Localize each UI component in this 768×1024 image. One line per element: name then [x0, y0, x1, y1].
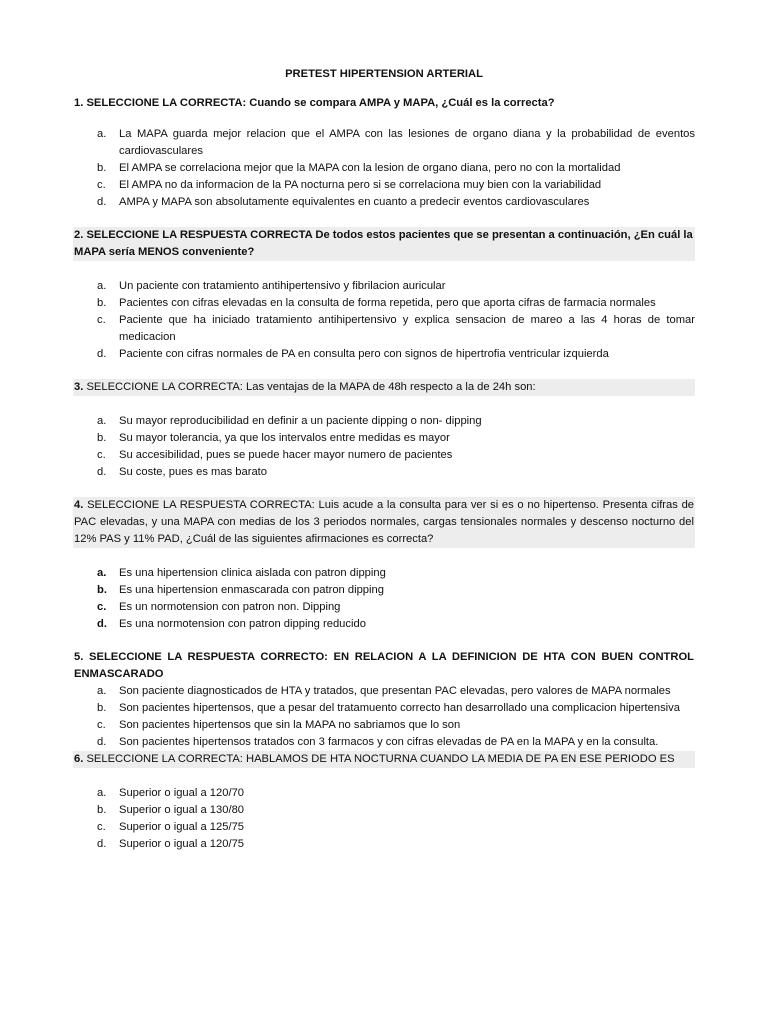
option-text: Su coste, pues es mas barato: [119, 466, 268, 478]
option-text: Superior o igual a 130/80: [119, 804, 245, 816]
option-text: Superior o igual a 120/70: [119, 787, 245, 799]
question-text: SELECCIONE LA RESPUESTA CORRECTA: Luis acude a la consulta para ver si es o no hipertenso. Presenta cifras de PAC elevadas, y una MAPA con medias de los 3 periodos normales, cargas tensionales normales y descenso nocturno del 12% PAS y 11% PAD, ¿Cuál de las siguientes afirmaciones es correcta?: [74, 499, 695, 545]
option-text: Su mayor reproducibilidad en definir a un paciente dipping o non- dipping: [119, 415, 482, 427]
question-number: 3.: [74, 381, 84, 393]
question-text: SELECCIONE LA RESPUESTA CORRECTA De todos estos pacientes que se presentan a continuación, ¿En cuál la MAPA sería MENOS conveniente?: [74, 229, 693, 258]
option-text: Paciente con cifras normales de PA en consulta pero con signos de hipertrofia ventricular izquierda: [119, 348, 609, 360]
page-title: PRETEST HIPERTENSION ARTERIAL: [285, 68, 483, 80]
question-2-heading: [73, 227, 695, 261]
option-item: [73, 160, 695, 177]
option-marker: a.: [97, 415, 107, 427]
question-text: SELECCIONE LA CORRECTA: Las ventajas de la MAPA de 48h respecto a la de 24h son:: [86, 381, 536, 393]
question-3-heading: [73, 379, 695, 396]
question-text: SELECCIONE LA CORRECTA: HABLAMOS DE HTA NOCTURNA CUANDO LA MEDIA DE PA EN ESE PERIODO ES: [86, 753, 675, 765]
option-text: Son pacientes hipertensos tratados con 3 farmacos y con cifras elevadas de PA en la MAPA y en la consulta.: [119, 736, 659, 748]
option-text: Es una normotension con patron dipping reducido: [119, 618, 366, 630]
option-item: [73, 194, 695, 211]
document-page: [73, 66, 695, 853]
question-5: [73, 649, 695, 751]
option-item: [73, 126, 695, 160]
option-item: [73, 683, 695, 700]
option-text: Superior o igual a 125/75: [119, 821, 245, 833]
option-list: [73, 413, 695, 481]
option-item: [73, 312, 695, 346]
option-item: [73, 447, 695, 464]
question-text: SELECCIONE LA RESPUESTA CORRECTO: EN RELACION A LA DEFINICION DE HTA CON BUEN CONTROL ENMASCARADO: [74, 651, 694, 680]
question-number: 4.: [74, 499, 84, 511]
option-text: Es un normotension con patron non. Dipping: [119, 601, 341, 613]
option-marker: c.: [97, 314, 106, 326]
option-item: [73, 700, 695, 717]
question-number: 6.: [74, 753, 84, 765]
question-4-heading: [73, 497, 695, 548]
option-item: [73, 430, 695, 447]
option-text: Es una hipertension clinica aislada con patron dipping: [119, 567, 386, 579]
option-item: [73, 734, 695, 751]
option-text: Son pacientes hipertensos que sin la MAPA no sabriamos que lo son: [119, 719, 461, 731]
option-text: Son pacientes hipertensos, que a pesar del tratamuento correcto han desarrollado una complicacion hipertensiva: [119, 702, 680, 714]
option-marker: b.: [97, 297, 107, 309]
option-text: Su mayor tolerancia, ya que los intervalos entre medidas es mayor: [119, 432, 450, 444]
option-text: Pacientes con cifras elevadas en la consulta de forma repetida, pero que aporta cifras de farmacia normales: [119, 297, 656, 309]
option-text: El AMPA se correlaciona mejor que la MAPA con la lesion de organo diana, pero no con la mortalidad: [119, 162, 621, 174]
option-item: [73, 464, 695, 481]
question-6: [73, 751, 695, 853]
question-number: 5.: [74, 651, 84, 663]
option-text: AMPA y MAPA son absolutamente equivalentes en cuanto a predecir eventos cardiovasculares: [119, 196, 590, 208]
option-marker: c.: [97, 719, 106, 731]
option-marker: b.: [97, 432, 107, 444]
option-marker: d.: [97, 196, 107, 208]
option-marker: a.: [97, 280, 107, 292]
question-number: 1.: [74, 97, 84, 109]
option-text: La MAPA guarda mejor relacion que el AMPA con las lesiones de organo diana y la probabilidad de eventos cardiovasculares: [119, 128, 695, 157]
option-marker: b.: [97, 162, 107, 174]
question-number: 2.: [74, 229, 84, 241]
option-item: [73, 295, 695, 312]
option-text: Es una hipertension enmascarada con patron dipping: [119, 584, 384, 596]
option-item: [73, 836, 695, 853]
question-text: SELECCIONE LA CORRECTA: Cuando se compara AMPA y MAPA, ¿Cuál es la correcta?: [86, 97, 555, 109]
question-3: [73, 379, 695, 481]
option-text: Paciente que ha iniciado tratamiento antihipertensivo y explica sensacion de mareo a las 4 horas de tomar medicacion: [119, 314, 695, 343]
option-text: Son paciente diagnosticados de HTA y tratados, que presentan PAC elevadas, pero valores de MAPA normales: [119, 685, 671, 697]
option-marker: c.: [97, 449, 106, 461]
option-list: [73, 565, 695, 633]
option-list: [73, 278, 695, 363]
option-marker: a.: [97, 787, 107, 799]
option-text: El AMPA no da informacion de la PA nocturna pero si se correlaciona muy bien con la variabilidad: [119, 179, 602, 191]
option-marker: d.: [97, 736, 107, 748]
option-marker: d.: [97, 838, 107, 850]
option-text: Superior o igual a 120/75: [119, 838, 245, 850]
option-item: [73, 346, 695, 363]
question-2: [73, 227, 695, 363]
option-item: [73, 785, 695, 802]
option-item: [73, 565, 695, 582]
question-6-heading: [73, 751, 695, 768]
option-marker: a.: [97, 567, 107, 579]
option-item: [73, 819, 695, 836]
option-item: [73, 177, 695, 194]
option-marker: a.: [97, 685, 107, 697]
option-marker: b.: [97, 584, 107, 596]
question-1: [73, 95, 695, 211]
option-marker: d.: [97, 466, 107, 478]
option-item: [73, 413, 695, 430]
option-item: [73, 717, 695, 734]
option-item: [73, 582, 695, 599]
option-text: Su accesibilidad, pues se puede hacer mayor numero de pacientes: [119, 449, 453, 461]
option-marker: b.: [97, 804, 107, 816]
question-4: [73, 497, 695, 633]
option-list: [73, 785, 695, 853]
option-item: [73, 616, 695, 633]
option-item: [73, 278, 695, 295]
option-marker: a.: [97, 128, 107, 140]
option-list: [73, 683, 695, 751]
option-text: Un paciente con tratamiento antihipertensivo y fibrilacion auricular: [119, 280, 446, 292]
option-marker: d.: [97, 348, 107, 360]
option-marker: b.: [97, 702, 107, 714]
option-item: [73, 802, 695, 819]
option-marker: c.: [97, 601, 107, 613]
question-1-heading: [73, 95, 695, 112]
option-list: [73, 126, 695, 211]
question-5-heading: [73, 649, 695, 683]
option-item: [73, 599, 695, 616]
option-marker: c.: [97, 821, 106, 833]
option-marker: c.: [97, 179, 106, 191]
option-marker: d.: [97, 618, 107, 630]
